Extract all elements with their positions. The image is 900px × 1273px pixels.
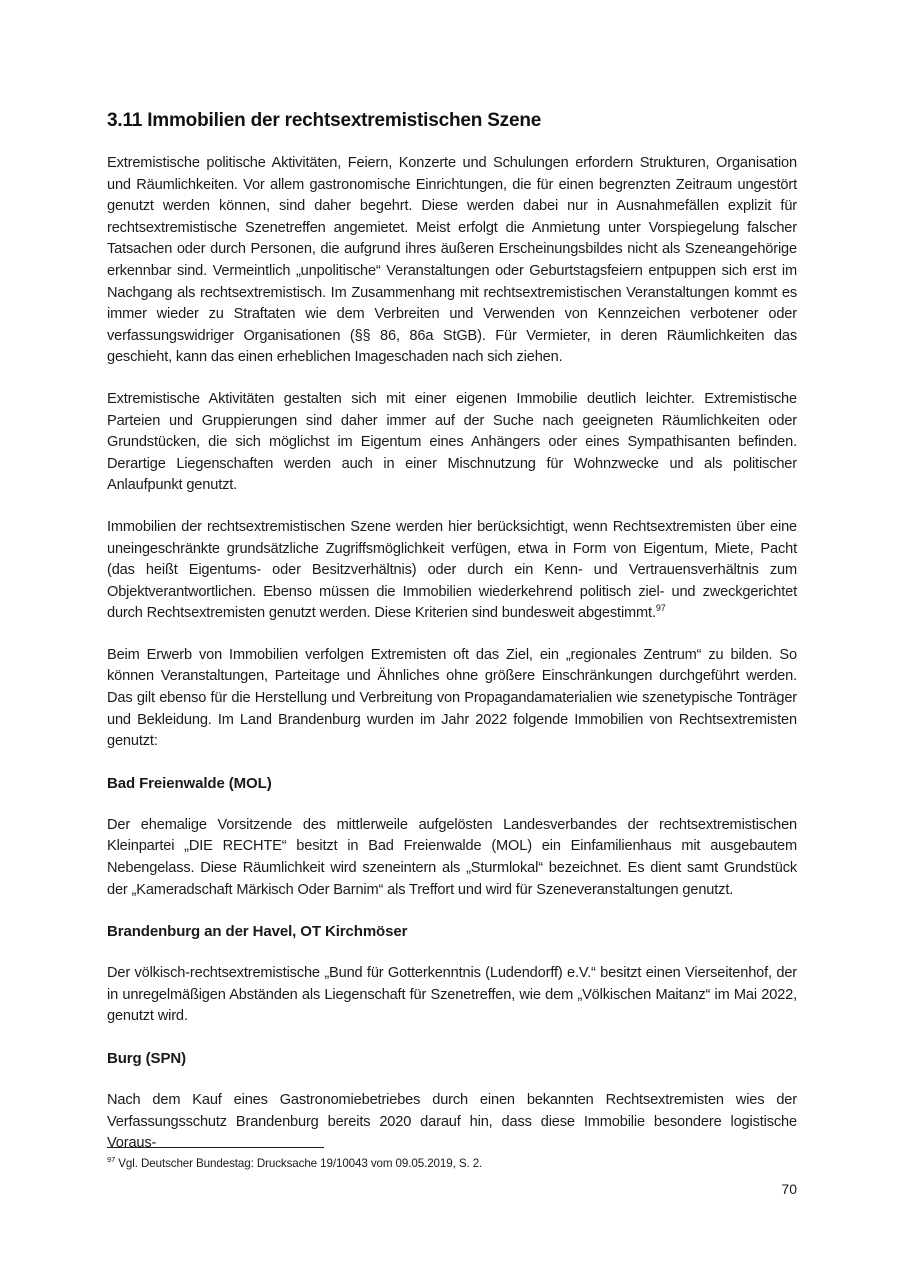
location-heading-brandenburg-havel: Brandenburg an der Havel, OT Kirchmöser [107,923,408,941]
document-page [107,0,797,1273]
location-text-brandenburg-havel: Der völkisch-rechtsextremistische „Bund für Gotterkenntnis (Ludendorff) e.V.“ besitzt einen Vierseitenhof, der in unregelmäßigen Abständen als Liegenschaft für Szenetreffen, wie dem „Völkischen Maitanz“ im Mai 2022, genutzt wird. [107,965,797,1025]
location-heading-bad-freienwalde: Bad Freienwalde (MOL) [107,774,272,792]
footnote-separator [107,1147,324,1148]
paragraph-intro: Extremistische politische Aktivitäten, Feiern, Konzerte und Schulungen erfordern Strukturen, Organisation und Räumlichkeiten. Vor allem gastronomische Einrichtungen, die für einen begrenzten Zeitraum ungestört genutzt werden können, sind daher begehrt. Diese werden dabei nur in Ausnahmefällen explizit für rechtsextremistische Szenetreffen angemietet. Meist erfolgt die Anmietung unter Vorspiegelung falscher Tatsachen oder durch Personen, die aufgrund ihres äußeren Erscheinungsbildes nicht als Szeneangehörige erkennbar sind. Vermeintlich „unpolitische“ Veranstaltungen oder Geburtstagsfeiern entpuppen sich erst im Nachgang als rechtsextremistisch. Im Zusammenhang mit rechtsextremistischen Veranstaltungen kommt es immer wieder zu Straftaten wie dem Verbreiten und Verwenden von Kennzeichen verbotener oder verfassungswidriger Organisationen (§§ 86, 86a StGB). Für Vermieter, in deren Räumlichkeiten das geschieht, kann das einen erheblichen Imageschaden nach sich ziehen. [107,155,797,366]
location-heading-burg: Burg (SPN) [107,1050,186,1067]
paragraph-criteria-text: Immobilien der rechtsextremistischen Szene werden hier berücksichtigt, wenn Rechtsextremisten über eine uneingeschränkte grundsätzliche Zugriffsmöglichkeit verfügen, etwa in Form von Eigentum, Miete, Pacht (das heißt Eigentums- oder Besitzverhältnis) oder durch ein Kenn- und Vertrauensverhältnis zum Objektverantwortlichen. Ebenso müssen die Immobilien wiederkehrend politisch ziel- und zweckgerichtet durch Rechtsextremisten genutzt werden. Diese Kriterien sind bundesweit abgestimmt. [107,518,797,622]
location-text-burg: Nach dem Kauf eines Gastronomiebetriebes durch einen bekannten Rechtsextremisten wies der Verfassungsschutz Brandenburg bereits 2020 darauf hin, dass diese Immobilie besondere logistische Voraus- [107,1092,797,1152]
paragraph-criteria [107,517,797,625]
body-text [107,153,797,1175]
location-text-bad-freienwalde: Der ehemalige Vorsitzende des mittlerweile aufgelösten Landesverbandes der rechtsextremistischen Kleinpartei „DIE RECHTE“ besitzt in Bad Freienwalde (MOL) ein Einfamilienhaus mit ausgebautem Nebengelass. Diese Räumlichkeit wird szeneintern als „Sturmlokal“ bezeichnet. Es dient samt Grundstück der „Kameradschaft Märkisch Oder Barnim“ als Treffort und wird für Szeneveranstaltungen genutzt. [107,816,797,898]
paragraph-acquisition: Beim Erwerb von Immobilien verfolgen Extremisten oft das Ziel, ein „regionales Zentrum“ zu bilden. So können Veranstaltungen, Parteitage und Ähnliches ohne größere Einschränkungen durchgeführt werden. Das gilt ebenso für die Herstellung und Verbreitung von Propagandamaterialien wie szenetypische Tonträger und Bekleidung. Im Land Brandenburg wurden im Jahr 2022 folgende Immobilien von Rechtsextremisten genutzt: [107,646,797,750]
paragraph-own-property: Extremistische Aktivitäten gestalten sich mit einer eigenen Immobilie deutlich leichter. Extremistische Parteien und Gruppierungen sind daher immer auf der Suche nach geeigneten Räumlichkeiten oder Grundstücken, die sich möglichst im Eigentum eines Anhängers oder eines Sympathisanten befinden. Derartige Liegenschaften werden auch in einer Mischnutzung für Wohnzwecke und als politischer Anlaufpunkt genutzt. [107,390,797,494]
page-number: 70 [781,1181,797,1197]
footnote-number: 97 [107,1155,116,1165]
footnote-reference[interactable]: 97 [655,603,666,614]
footnote [107,1156,797,1172]
section-heading: 3.11 Immobilien der rechtsextremistischen Szene [107,110,542,131]
footnote-text: Vgl. Deutscher Bundestag: Drucksache 19/10043 vom 09.05.2019, S. 2. [118,1157,483,1170]
